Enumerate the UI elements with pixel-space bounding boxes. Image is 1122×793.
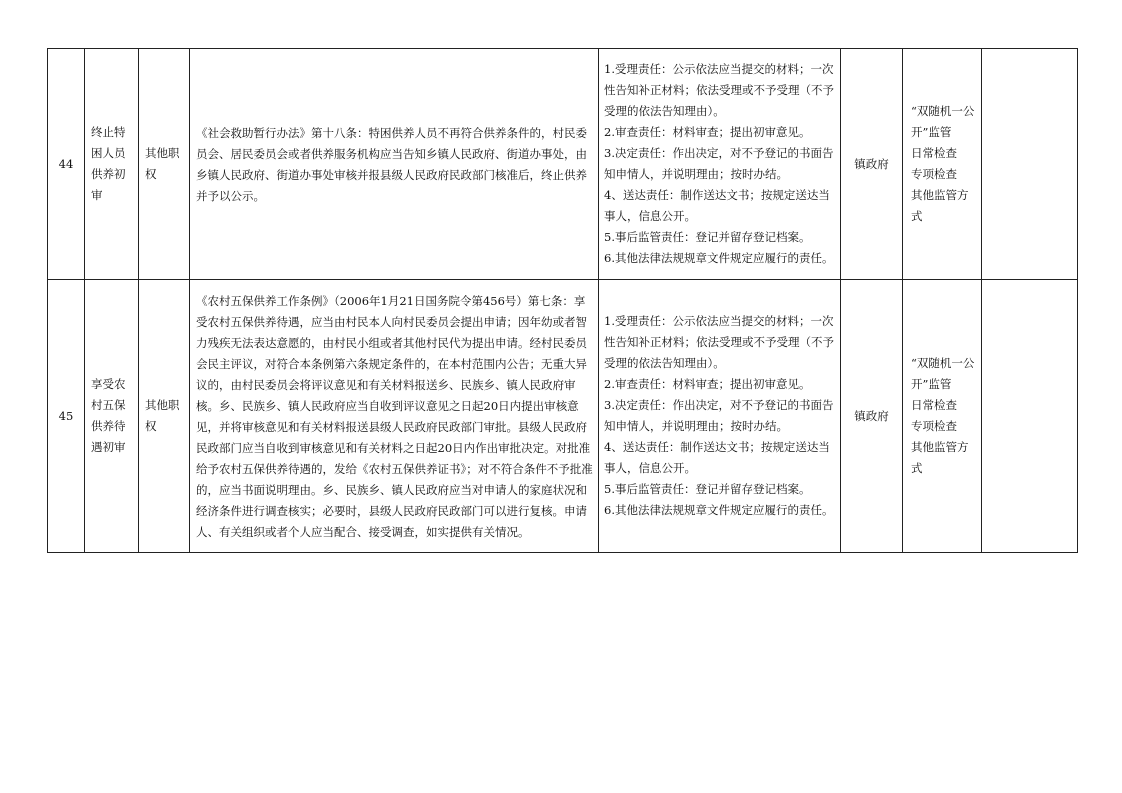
legal-basis-text: 《农村五保供养工作条例》（2006年1月21日国务院令第456号）第七条：享受农村五保供养待遇，应当由村民本人向村民委员会提出申请；因年幼或者智力残疾无法表达意愿的，由村民小组或者其他村民代为提出申请。经村民委员会民主评议，对符合本条例第六条规定条件的，在本村范围内公告；无重大异议的，由村民委员会将评议意见和有关材料报送乡、民族乡、镇人民政府审核。乡、民族乡、镇人民政府应当自收到评议意见之日起20日内提出审核意见，并将审核意见和有关材料报送县级人民政府民政部门审批。县级人民政府民政部门应当自收到审核意见和有关材料之日起20日内作出审批决定。对批准给予农村五保供养待遇的，发给《农村五保供养证书》；对不符合条件不予批准的，应当书面说明理由。乡、民族乡、镇人民政府应当对申请人的家庭状况和经济条件进行调查核实；必要时，县级人民政府民政部门可以进行复核。申请人、有关组织或者个人应当配合、接受调查，如实提供有关情况。 <box>196 293 593 539</box>
responsibility-item: 4、送达责任：制作送达文书；按规定送达当事人，信息公开。 <box>604 440 830 475</box>
power-type-text: 其他职权 <box>145 398 180 433</box>
supervision-method-item: 日常检查 <box>911 398 957 412</box>
responsibility-item: 6.其他法律法规规章文件规定应履行的责任。 <box>604 503 834 517</box>
item-number: 44 <box>48 49 85 280</box>
item-number: 45 <box>48 280 85 553</box>
responsible-department: 镇政府 <box>841 49 903 280</box>
legal-basis <box>190 49 599 280</box>
table-row <box>48 49 1078 280</box>
legal-basis-text: 《社会救助暂行办法》第十八条：特困供养人员不再符合供养条件的，村民委员会、居民委员会或者供养服务机构应当告知乡镇人民政府、街道办事处，由乡镇人民政府、街道办事处审核并报县级人民政府民政部门核准后，终止供养并予以公示。 <box>196 125 587 203</box>
responsibility-item: 2.审查责任：材料审查；提出初审意见。 <box>604 377 811 391</box>
responsibility-item: 4、送达责任：制作送达文书；按规定送达当事人，信息公开。 <box>604 188 830 223</box>
supervision-method-item: “双随机一公开”监管 <box>911 356 975 391</box>
remarks-cell <box>982 49 1078 280</box>
responsibility-item: 3.决定责任：作出决定，对不予登记的书面告知申情人，并说明理由；按时办结。 <box>604 146 834 181</box>
remarks-cell <box>982 280 1078 553</box>
responsibility-item: 6.其他法律法规规章文件规定应履行的责任。 <box>604 251 834 265</box>
supervision-methods <box>903 49 982 280</box>
supervision-method-item: 其他监管方式 <box>911 188 969 223</box>
supervision-method-item: 专项检查 <box>911 419 957 433</box>
power-list-table <box>47 48 1078 553</box>
supervision-method-item: 日常检查 <box>911 146 957 160</box>
responsibility-item: 1.受理责任：公示依法应当提交的材料；一次性告知补正材料；依法受理或不予受理（不予受理的依法告知理由）。 <box>604 314 834 370</box>
supervision-method-item: 专项检查 <box>911 167 957 181</box>
responsibility-item: 1.受理责任：公示依法应当提交的材料；一次性告知补正材料；依法受理或不予受理（不予受理的依法告知理由）。 <box>604 62 834 118</box>
supervision-method-item: “双随机一公开”监管 <box>911 104 975 139</box>
supervision-method-item: 其他监管方式 <box>911 440 969 475</box>
responsibilities <box>599 280 841 553</box>
responsibility-item: 5.事后监管责任：登记并留存登记档案。 <box>604 230 811 244</box>
power-type <box>139 280 190 553</box>
item-name <box>85 280 139 553</box>
responsibilities <box>599 49 841 280</box>
item-name <box>85 49 139 280</box>
item-name-text: 终止特困人员供养初审 <box>91 125 126 202</box>
responsible-department: 镇政府 <box>841 280 903 553</box>
responsibility-item: 5.事后监管责任：登记并留存登记档案。 <box>604 482 811 496</box>
supervision-methods <box>903 280 982 553</box>
legal-basis <box>190 280 599 553</box>
power-type <box>139 49 190 280</box>
table-row <box>48 280 1078 553</box>
responsibility-item: 2.审查责任：材料审查；提出初审意见。 <box>604 125 811 139</box>
item-name-text: 享受农村五保供养待遇初审 <box>91 377 126 454</box>
responsibility-item: 3.决定责任：作出决定，对不予登记的书面告知申情人，并说明理由；按时办结。 <box>604 398 834 433</box>
power-type-text: 其他职权 <box>145 146 180 181</box>
